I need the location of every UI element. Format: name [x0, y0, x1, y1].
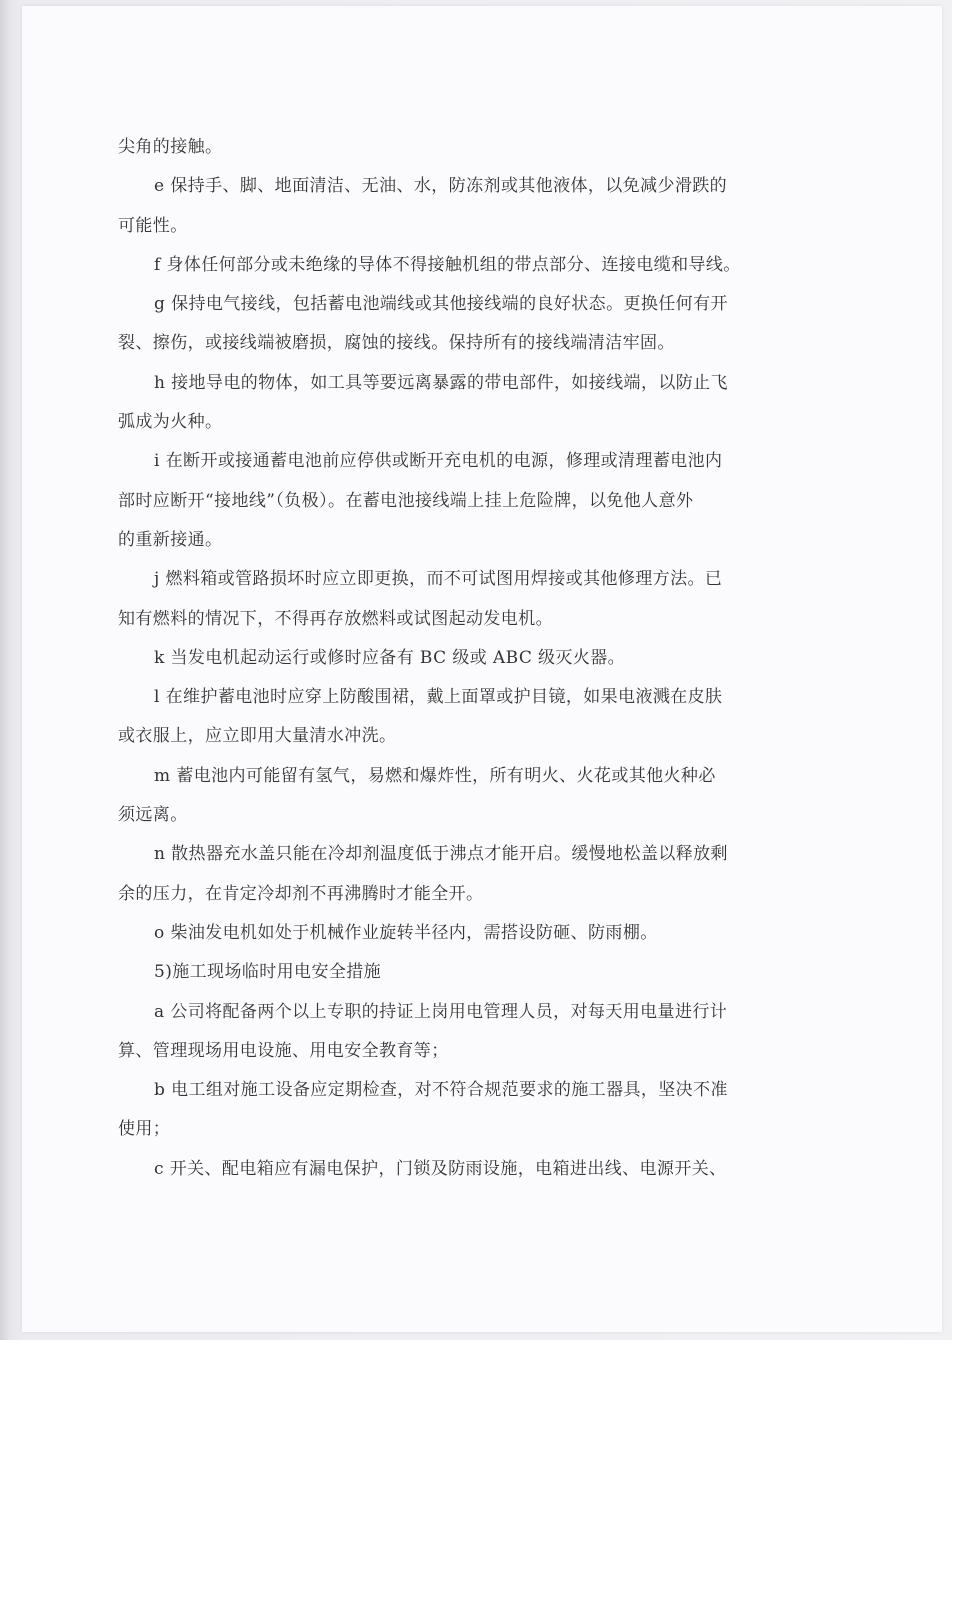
- text-line: 部时应断开“接地线”（负极）。在蓄电池接线端上挂上危险牌，以免他人意外: [118, 490, 694, 511]
- text-line: 尖角的接触。: [118, 137, 223, 157]
- text-line: 知有燃料的情况下，不得再存放燃料或试图起动发电机。: [118, 608, 553, 629]
- text-line: 或衣服上，应立即用大量清水冲洗。: [118, 726, 397, 747]
- text-line: k 当发电机起动运行或修时应备有 BC 级或 ABC 级灭火器。: [154, 647, 626, 668]
- text-line: n 散热器充水盖只能在冷却剂温度低于沸点才能开启。缓慢地松盖以释放剩: [154, 844, 728, 865]
- text-line: a 公司将配备两个以上专职的持证上岗用电管理人员，对每天用电量进行计: [154, 1001, 728, 1022]
- blank-area: [0, 1340, 971, 1600]
- text-line: b 电工组对施工设备应定期检查，对不符合规范要求的施工器具，坚决不准: [154, 1080, 728, 1101]
- text-line: j 燃料箱或管路损坏时应立即更换，而不可试图用焊接或其他修理方法。已: [154, 569, 723, 590]
- text-line: 可能性。: [118, 215, 188, 236]
- text-line: 裂、擦伤，或接线端被磨损，腐蚀的接线。保持所有的接线端清洁牢固。: [118, 333, 675, 354]
- text-line: f 身体任何部分或未绝缘的导体不得接触机组的带点部分、连接电缆和导线。: [154, 254, 741, 275]
- text-line: 算、管理现场用电设施、用电安全教育等；: [118, 1040, 449, 1061]
- document-body: [118, 128, 768, 1189]
- text-line: i 在断开或接通蓄电池前应停供或断开充电机的电源，修理或清理蓄电池内: [154, 451, 723, 472]
- text-line: 余的压力，在肯定冷却剂不再沸腾时才能全开。: [118, 883, 484, 904]
- text-line: g 保持电气接线，包括蓄电池端线或其他接线端的良好状态。更换任何有开: [154, 294, 728, 315]
- text-line: 须远离。: [118, 805, 188, 826]
- text-line: 5)施工现场临时用电安全措施: [154, 962, 382, 983]
- text-line: m 蓄电池内可能留有氢气，易燃和爆炸性，所有明火、火花或其他火种必: [154, 765, 716, 786]
- text-line: 使用；: [118, 1119, 171, 1140]
- text-line: 弧成为火种。: [118, 412, 223, 433]
- text-line: e 保持手、脚、地面清洁、无油、水，防冻剂或其他液体，以免减少滑跌的: [154, 176, 728, 197]
- text-line: h 接地导电的物体，如工具等要远离暴露的带电部件，如接线端，以防止飞: [154, 372, 728, 393]
- text-line: l 在维护蓄电池时应穿上防酸围裙，戴上面罩或护目镜，如果电液溅在皮肤: [154, 687, 723, 708]
- text-line: c 开关、配电箱应有漏电保护，门锁及防雨设施，电箱进出线、电源开关、: [154, 1158, 727, 1179]
- text-line: 的重新接通。: [118, 529, 223, 550]
- text-line: o 柴油发电机如处于机械作业旋转半径内，需搭设防砸、防雨棚。: [154, 922, 658, 943]
